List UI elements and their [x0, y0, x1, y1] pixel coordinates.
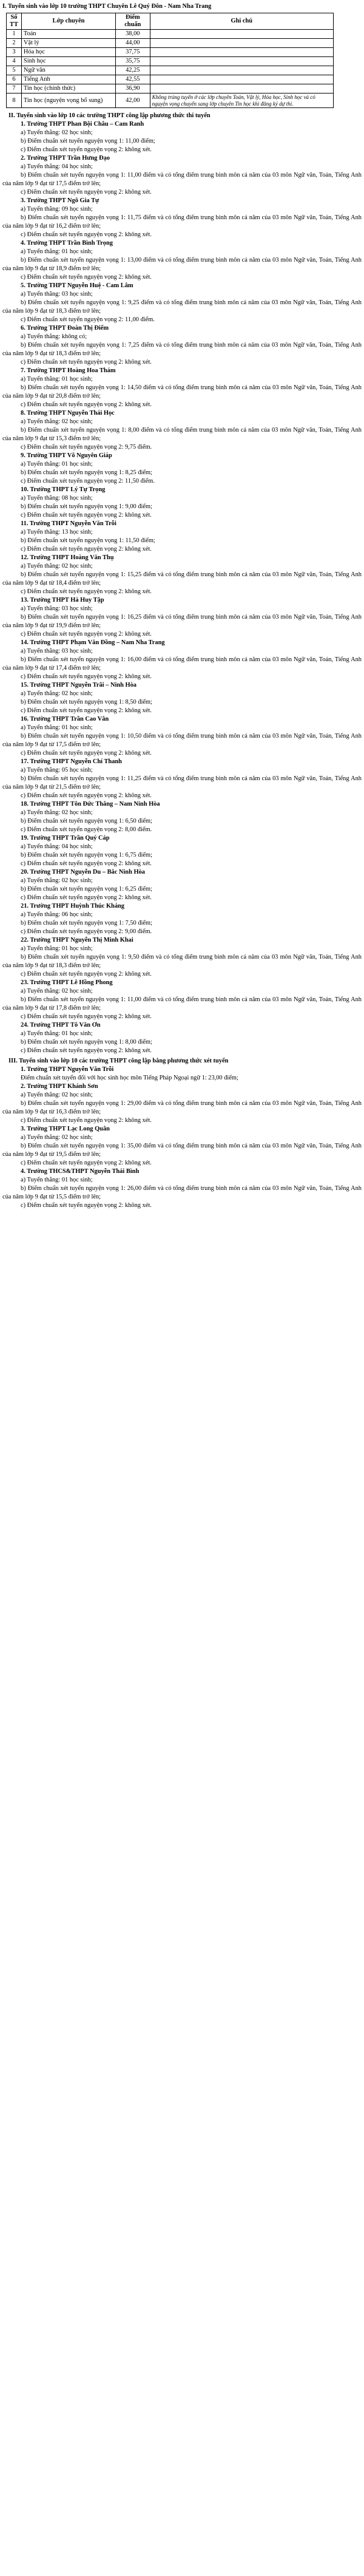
school-name: 19. Trường THPT Trần Quý Cáp: [21, 835, 110, 841]
school-name: 22. Trường THPT Nguyễn Thị Minh Khai: [21, 937, 133, 943]
school-detail: b) Điểm chuẩn xét tuyển nguyện vọng 1: 11,00 điểm;: [21, 138, 155, 144]
table-row: [7, 66, 334, 75]
school-name: 9. Trường THPT Võ Nguyên Giáp: [21, 452, 112, 459]
school-name: 8. Trường THPT Nguyễn Thái Học: [21, 410, 115, 416]
cell-stt: 8: [7, 93, 22, 108]
school-detail: b) Điểm chuẩn xét tuyển nguyện vọng 1: 11,75 điểm và có tổng điểm trung bình môn cả năm của 03 môn Ngữ văn, Toán, Tiếng Anh của năm lớp 9 đạt từ 16,2 điểm trở lên;: [2, 214, 362, 229]
school-detail: c) Điểm chuẩn xét tuyển nguyện vọng 2: không xét.: [21, 189, 152, 195]
school-detail: a) Tuyển thẳng: 03 học sinh;: [21, 291, 93, 297]
school-detail: b) Điểm chuẩn xét tuyển nguyện vọng 1: 11,00 điểm và có tổng điểm trung bình môn cả năm của 03 môn Ngữ văn, Toán, Tiếng Anh của năm lớp 9 đạt từ 17,8 điểm trở lên;: [2, 996, 362, 1011]
school-name: 14. Trường THPT Phạm Văn Đồng – Nam Nha Trang: [21, 639, 165, 646]
school-name: 7. Trường THPT Hoàng Hoa Thám: [21, 367, 116, 374]
school-detail: c) Điểm chuẩn xét tuyển nguyện vọng 2: không xét.: [21, 1202, 152, 1209]
school-detail: a) Tuyển thẳng: 02 học sinh;: [21, 563, 93, 569]
cell-stt: 6: [7, 75, 22, 84]
school-detail: b) Điểm chuẩn xét tuyển nguyện vọng 1: 14,50 điểm và có tổng điểm trung bình môn cả năm của 03 môn Ngữ văn, Toán, Tiếng Anh của năm lớp 9 đạt từ 20,8 điểm trở lên;: [2, 384, 362, 399]
school-detail: a) Tuyển thẳng: 02 học sinh;: [21, 1092, 93, 1098]
cell-stt: 4: [7, 57, 22, 66]
school-detail: b) Điểm chuẩn xét tuyển nguyện vọng 1: 8,25 điểm;: [21, 469, 153, 476]
cell-class: Tin học (chính thức): [21, 84, 115, 93]
school-detail: c) Điểm chuẩn xét tuyển nguyện vọng 2: không xét.: [21, 546, 152, 552]
school-detail: c) Điểm chuẩn xét tuyển nguyện vọng 2: không xét.: [21, 1160, 152, 1166]
section-2-heading: II. Tuyển sinh vào lớp 10 các trường THPT công lập phương thức thi tuyển: [8, 112, 211, 119]
school-detail: Điểm chuẩn xét tuyển đối với học sinh học môn Tiếng Pháp Ngoại ngữ 1: 23,00 điểm;: [21, 1075, 238, 1081]
school-name: 24. Trường THPT Tô Văn Ơn: [21, 1022, 101, 1028]
school-name: 4. Trường THPT Trần Bình Trọng: [21, 240, 113, 246]
school-detail: b) Điểm chuẩn xét tuyển nguyện vọng 1: 7,25 điểm và có tổng điểm trung bình môn cả năm của 03 môn Ngữ văn, Toán, Tiếng Anh của năm lớp 9 đạt từ 18,3 điểm trở lên;: [2, 342, 362, 357]
cell-score: 42,25: [115, 66, 150, 75]
school-detail: a) Tuyển thẳng: không có;: [21, 333, 87, 340]
school-detail: a) Tuyển thẳng: 01 học sinh;: [21, 945, 93, 952]
school-name: 16. Trường THPT Trần Cao Vân: [21, 716, 109, 722]
school-detail: a) Tuyển thẳng: 02 học sinh;: [21, 809, 93, 816]
document-title: I. Tuyển sinh vào lớp 10 trường THPT Chuyên Lê Quý Đôn - Nam Nha Trang: [2, 3, 212, 10]
school-detail: a) Tuyển thẳng: 03 học sinh;: [21, 648, 93, 654]
school-detail: c) Điểm chuẩn xét tuyển nguyện vọng 2: không xét.: [21, 588, 152, 595]
cell-score: 42,55: [115, 75, 150, 84]
school-name: 10. Trường THPT Lý Tự Trọng: [21, 486, 106, 493]
table-row: [7, 48, 334, 57]
school-list-3: [2, 1065, 362, 1210]
cell-stt: 7: [7, 84, 22, 93]
cell-score: 35,75: [115, 57, 150, 66]
header-stt: Số TT: [7, 13, 22, 30]
school-name: 4. Trường THCS&THPT Nguyễn Thái Bình: [21, 1168, 140, 1175]
school-detail: a) Tuyển thẳng: 03 học sinh;: [21, 605, 93, 612]
school-name: 20. Trường THPT Nguyễn Du – Bắc Ninh Hòa: [21, 869, 145, 875]
admission-table: [6, 13, 334, 108]
table-body: [7, 30, 334, 108]
cell-stt: 2: [7, 39, 22, 48]
cell-class: Toán: [21, 30, 115, 39]
school-detail: b) Điểm chuẩn xét tuyển nguyện vọng 1: 7,50 điểm;: [21, 920, 153, 926]
school-name: 15. Trường THPT Nguyễn Trãi – Ninh Hòa: [21, 682, 136, 688]
school-detail: c) Điểm chuẩn xét tuyển nguyện vọng 2: không xét.: [21, 673, 152, 680]
school-detail: a) Tuyển thẳng: 08 học sinh;: [21, 495, 93, 501]
school-name: 23. Trường THPT Lê Hồng Phong: [21, 979, 113, 986]
school-detail: a) Tuyển thẳng: 01 học sinh;: [21, 376, 93, 382]
school-detail: c) Điểm chuẩn xét tuyển nguyện vọng 2: 11,00 điểm.: [21, 316, 155, 323]
cell-score: 37,75: [115, 48, 150, 57]
school-name: 21. Trường THPT Huỳnh Thúc Kháng: [21, 903, 124, 909]
table-header-row: [7, 13, 334, 30]
school-detail: c) Điểm chuẩn xét tuyển nguyện vọng 2: không xét.: [21, 401, 152, 408]
school-name: 17. Trường THPT Nguyễn Chí Thanh: [21, 758, 122, 765]
school-detail: b) Điểm chuẩn xét tuyển nguyện vọng 1: 8,00 điểm và có tổng điểm trung bình môn cả năm của 03 môn Ngữ văn, Toán, Tiếng Anh của năm lớp 9 đạt từ 15,3 điểm trở lên;: [2, 427, 362, 442]
table-row: [7, 84, 334, 93]
school-detail: b) Điểm chuẩn xét tuyển nguyện vọng 1: 13,00 điểm và có tổng điểm trung bình môn cả năm của 03 môn Ngữ văn, Toán, Tiếng Anh của năm lớp 9 đạt từ 18,9 điểm trở lên;: [2, 257, 362, 272]
cell-note: [150, 84, 333, 93]
table-row: [7, 39, 334, 48]
school-name: 2. Trường THPT Khánh Sơn: [21, 1083, 98, 1090]
school-detail: b) Điểm chuẩn xét tuyển nguyện vọng 1: 15,25 điểm và có tổng điểm trung bình môn cả năm của 03 môn Ngữ văn, Toán, Tiếng Anh của năm lớp 9 đạt từ 18,4 điểm trở lên;: [2, 571, 362, 586]
school-detail: c) Điểm chuẩn xét tuyển nguyện vọng 2: không xét.: [21, 231, 152, 238]
cell-note: Không trúng tuyển ở các lớp chuyên Toán, Vật lý, Hóa học, Sinh học và có nguyện vọng chuyển sang lớp chuyên Tin học khi đăng ký dự thi.: [150, 93, 333, 108]
cell-score: 42,00: [115, 93, 150, 108]
cell-note: [150, 48, 333, 57]
cell-note: [150, 57, 333, 66]
school-name: 11. Trường THPT Nguyễn Văn Trỗi: [21, 520, 116, 527]
school-detail: b) Điểm chuẩn xét tuyển nguyện vọng 1: 9,50 điểm và có tổng điểm trung bình môn cả năm của 03 môn Ngữ văn, Toán, Tiếng Anh của năm lớp 9 đạt từ 18,3 điểm trở lên;: [2, 954, 362, 969]
school-detail: a) Tuyển thẳng: 04 học sinh;: [21, 163, 93, 170]
header-class: Lớp chuyên: [21, 13, 115, 30]
school-detail: b) Điểm chuẩn xét tuyển nguyện vọng 1: 16,25 điểm và có tổng điểm trung bình môn cả năm của 03 môn Ngữ văn, Toán, Tiếng Anh của năm lớp 9 đạt từ 19,9 điểm trở lên;: [2, 614, 362, 629]
school-detail: c) Điểm chuẩn xét tuyển nguyện vọng 2: không xét.: [21, 860, 152, 867]
school-detail: c) Điểm chuẩn xét tuyển nguyện vọng 2: không xét.: [21, 1013, 152, 1020]
school-detail: a) Tuyển thẳng: 02 học sinh;: [21, 877, 93, 884]
school-detail: a) Tuyển thẳng: 06 học sinh;: [21, 911, 93, 918]
school-detail: b) Điểm chuẩn xét tuyển nguyện vọng 1: 35,00 điểm và có tổng điểm trung bình môn cả năm của 03 môn Ngữ văn, Toán, Tiếng Anh của năm lớp 9 đạt từ 19,5 điểm trở lên;: [2, 1143, 362, 1158]
school-detail: c) Điểm chuẩn xét tuyển nguyện vọng 2: không xét.: [21, 894, 152, 901]
school-detail: a) Tuyển thẳng: 01 học sinh;: [21, 724, 93, 731]
school-detail: b) Điểm chuẩn xét tuyển nguyện vọng 1: 9,25 điểm và có tổng điểm trung bình môn cả năm của 03 môn Ngữ văn, Toán, Tiếng Anh của năm lớp 9 đạt từ 18,3 điểm trở lên;: [2, 299, 362, 314]
school-list: [2, 120, 362, 1055]
school-detail: c) Điểm chuẩn xét tuyển nguyện vọng 2: không xét.: [21, 971, 152, 977]
school-detail: a) Tuyển thẳng: 01 học sinh;: [21, 1030, 93, 1037]
school-detail: a) Tuyển thẳng: 02 học sinh;: [21, 988, 93, 994]
school-name: 3. Trường THPT Lạc Long Quân: [21, 1126, 110, 1132]
school-name: 6. Trường THPT Đoàn Thị Điểm: [21, 325, 109, 331]
school-name: 5. Trường THPT Nguyễn Huệ - Cam Lâm: [21, 282, 133, 289]
school-detail: c) Điểm chuẩn xét tuyển nguyện vọng 2: không xét.: [21, 274, 152, 280]
cell-note: [150, 39, 333, 48]
school-detail: b) Điểm chuẩn xét tuyển nguyện vọng 1: 8,00 điểm;: [21, 1039, 153, 1045]
table-row: [7, 57, 334, 66]
school-detail: c) Điểm chuẩn xét tuyển nguyện vọng 2: không xét.: [21, 631, 152, 637]
cell-note: [150, 75, 333, 84]
school-detail: b) Điểm chuẩn xét tuyển nguyện vọng 1: 11,00 điểm và có tổng điểm trung bình môn cả năm của 03 môn Ngữ văn, Toán, Tiếng Anh của năm lớp 9 đạt từ 17,5 điểm trở lên;: [2, 172, 362, 187]
header-note: Ghi chú: [150, 13, 333, 30]
cell-score: 44,00: [115, 39, 150, 48]
school-name: 2. Trường THPT Trần Hưng Đạo: [21, 155, 110, 161]
school-name: 18. Trường THPT Tôn Đức Thắng – Nam Ninh Hòa: [21, 801, 160, 807]
school-detail: c) Điểm chuẩn xét tuyển nguyện vọng 2: không xét.: [21, 1047, 152, 1054]
school-detail: a) Tuyển thẳng: 02 học sinh;: [21, 1134, 93, 1141]
school-detail: a) Tuyển thẳng: 02 học sinh;: [21, 690, 93, 697]
school-detail: c) Điểm chuẩn xét tuyển nguyện vọng 2: không xét.: [21, 707, 152, 714]
school-detail: b) Điểm chuẩn xét tuyển nguyện vọng 1: 8,50 điểm;: [21, 699, 153, 705]
school-detail: a) Tuyển thẳng: 02 học sinh;: [21, 129, 93, 136]
school-detail: a) Tuyển thẳng: 01 học sinh;: [21, 248, 93, 255]
cell-stt: 3: [7, 48, 22, 57]
school-detail: b) Điểm chuẩn xét tuyển nguyện vọng 1: 11,50 điểm;: [21, 537, 155, 544]
cell-score: 38,00: [115, 30, 150, 39]
school-detail: b) Điểm chuẩn xét tuyển nguyện vọng 1: 6,25 điểm;: [21, 886, 153, 892]
cell-stt: 1: [7, 30, 22, 39]
cell-note: [150, 66, 333, 75]
school-detail: a) Tuyển thẳng: 13 học sinh;: [21, 529, 93, 535]
cell-note: [150, 30, 333, 39]
school-detail: c) Điểm chuẩn xét tuyển nguyện vọng 2: 9,00 điểm.: [21, 928, 152, 935]
school-name: 3. Trường THPT Ngô Gia Tự: [21, 197, 99, 204]
school-name: 13. Trường THPT Hà Huy Tập: [21, 597, 104, 603]
table-row: [7, 75, 334, 84]
header-score: Điểm chuẩn: [115, 13, 150, 30]
table-row: [7, 30, 334, 39]
cell-class: Tin học (nguyện vọng bổ sung): [21, 93, 115, 108]
school-detail: b) Điểm chuẩn xét tuyển nguyện vọng 1: 9,00 điểm;: [21, 503, 153, 510]
school-detail: a) Tuyển thẳng: 05 học sinh;: [21, 767, 93, 773]
school-detail: c) Điểm chuẩn xét tuyển nguyện vọng 2: không xét.: [21, 1117, 152, 1124]
section-3-heading: III. Tuyển sinh vào lớp 10 các trường THPT công lập bằng phương thức xét tuyển: [8, 1058, 229, 1064]
document: [0, 2, 364, 1210]
school-name: 12. Trường THPT Hoàng Văn Thụ: [21, 554, 114, 561]
cell-score: 36,90: [115, 84, 150, 93]
school-detail: b) Điểm chuẩn xét tuyển nguyện vọng 1: 6,50 điểm;: [21, 818, 153, 824]
cell-class: Vật lý: [21, 39, 115, 48]
table-row: [7, 93, 334, 108]
school-detail: b) Điểm chuẩn xét tuyển nguyện vọng 1: 11,25 điểm và có tổng điểm trung bình môn cả năm của 03 môn Ngữ văn, Toán, Tiếng Anh của năm lớp 9 đạt từ 21,5 điểm trở lên;: [2, 775, 362, 790]
school-detail: a) Tuyển thẳng: 01 học sinh;: [21, 461, 93, 467]
school-detail: b) Điểm chuẩn xét tuyển nguyện vọng 1: 6,75 điểm;: [21, 852, 153, 858]
school-name: 1. Trường THPT Nguyễn Văn Trỗi: [21, 1066, 114, 1073]
school-detail: c) Điểm chuẩn xét tuyển nguyện vọng 2: không xét.: [21, 512, 152, 518]
school-detail: b) Điểm chuẩn xét tuyển nguyện vọng 1: 26,00 điểm và có tổng điểm trung bình môn cả năm của 03 môn Ngữ văn, Toán, Tiếng Anh của năm lớp 9 đạt từ 15,5 điểm trở lên;: [2, 1185, 362, 1200]
cell-class: Ngữ văn: [21, 66, 115, 75]
school-detail: a) Tuyển thẳng: 09 học sinh;: [21, 206, 93, 212]
cell-stt: 5: [7, 66, 22, 75]
school-detail: c) Điểm chuẩn xét tuyển nguyện vọng 2: không xét.: [21, 146, 152, 153]
school-detail: b) Điểm chuẩn xét tuyển nguyện vọng 1: 10,50 điểm và có tổng điểm trung bình môn cả năm của 03 môn Ngữ văn, Toán, Tiếng Anh của năm lớp 9 đạt từ 17,5 điểm trở lên;: [2, 733, 362, 748]
school-detail: a) Tuyển thẳng: 02 học sinh;: [21, 418, 93, 425]
cell-class: Hóa học: [21, 48, 115, 57]
cell-class: Tiếng Anh: [21, 75, 115, 84]
school-detail: c) Điểm chuẩn xét tuyển nguyện vọng 2: không xét.: [21, 359, 152, 365]
cell-class: Sinh học: [21, 57, 115, 66]
school-detail: a) Tuyển thẳng: 04 học sinh;: [21, 843, 93, 850]
school-name: 1. Trường THPT Phan Bội Châu – Cam Ranh: [21, 121, 144, 127]
school-detail: c) Điểm chuẩn xét tuyển nguyện vọng 2: 9,75 điểm.: [21, 444, 152, 450]
school-detail: a) Tuyển thẳng: 01 học sinh;: [21, 1177, 93, 1183]
school-detail: b) Điểm chuẩn xét tuyển nguyện vọng 1: 29,00 điểm và có tổng điểm trung bình môn cả năm của 03 môn Ngữ văn, Toán, Tiếng Anh của năm lớp 9 đạt từ 16,3 điểm trở lên;: [2, 1100, 362, 1115]
school-detail: b) Điểm chuẩn xét tuyển nguyện vọng 1: 16,00 điểm và có tổng điểm trung bình môn cả năm của 03 môn Ngữ văn, Toán, Tiếng Anh của năm lớp 9 đạt từ 17,4 điểm trở lên;: [2, 656, 362, 671]
school-detail: c) Điểm chuẩn xét tuyển nguyện vọng 2: 11,50 điểm.: [21, 478, 155, 484]
school-detail: c) Điểm chuẩn xét tuyển nguyện vọng 2: không xét.: [21, 792, 152, 799]
school-detail: c) Điểm chuẩn xét tuyển nguyện vọng 2: không xét.: [21, 750, 152, 756]
school-detail: c) Điểm chuẩn xét tuyển nguyện vọng 2: 8,00 điểm.: [21, 826, 152, 833]
